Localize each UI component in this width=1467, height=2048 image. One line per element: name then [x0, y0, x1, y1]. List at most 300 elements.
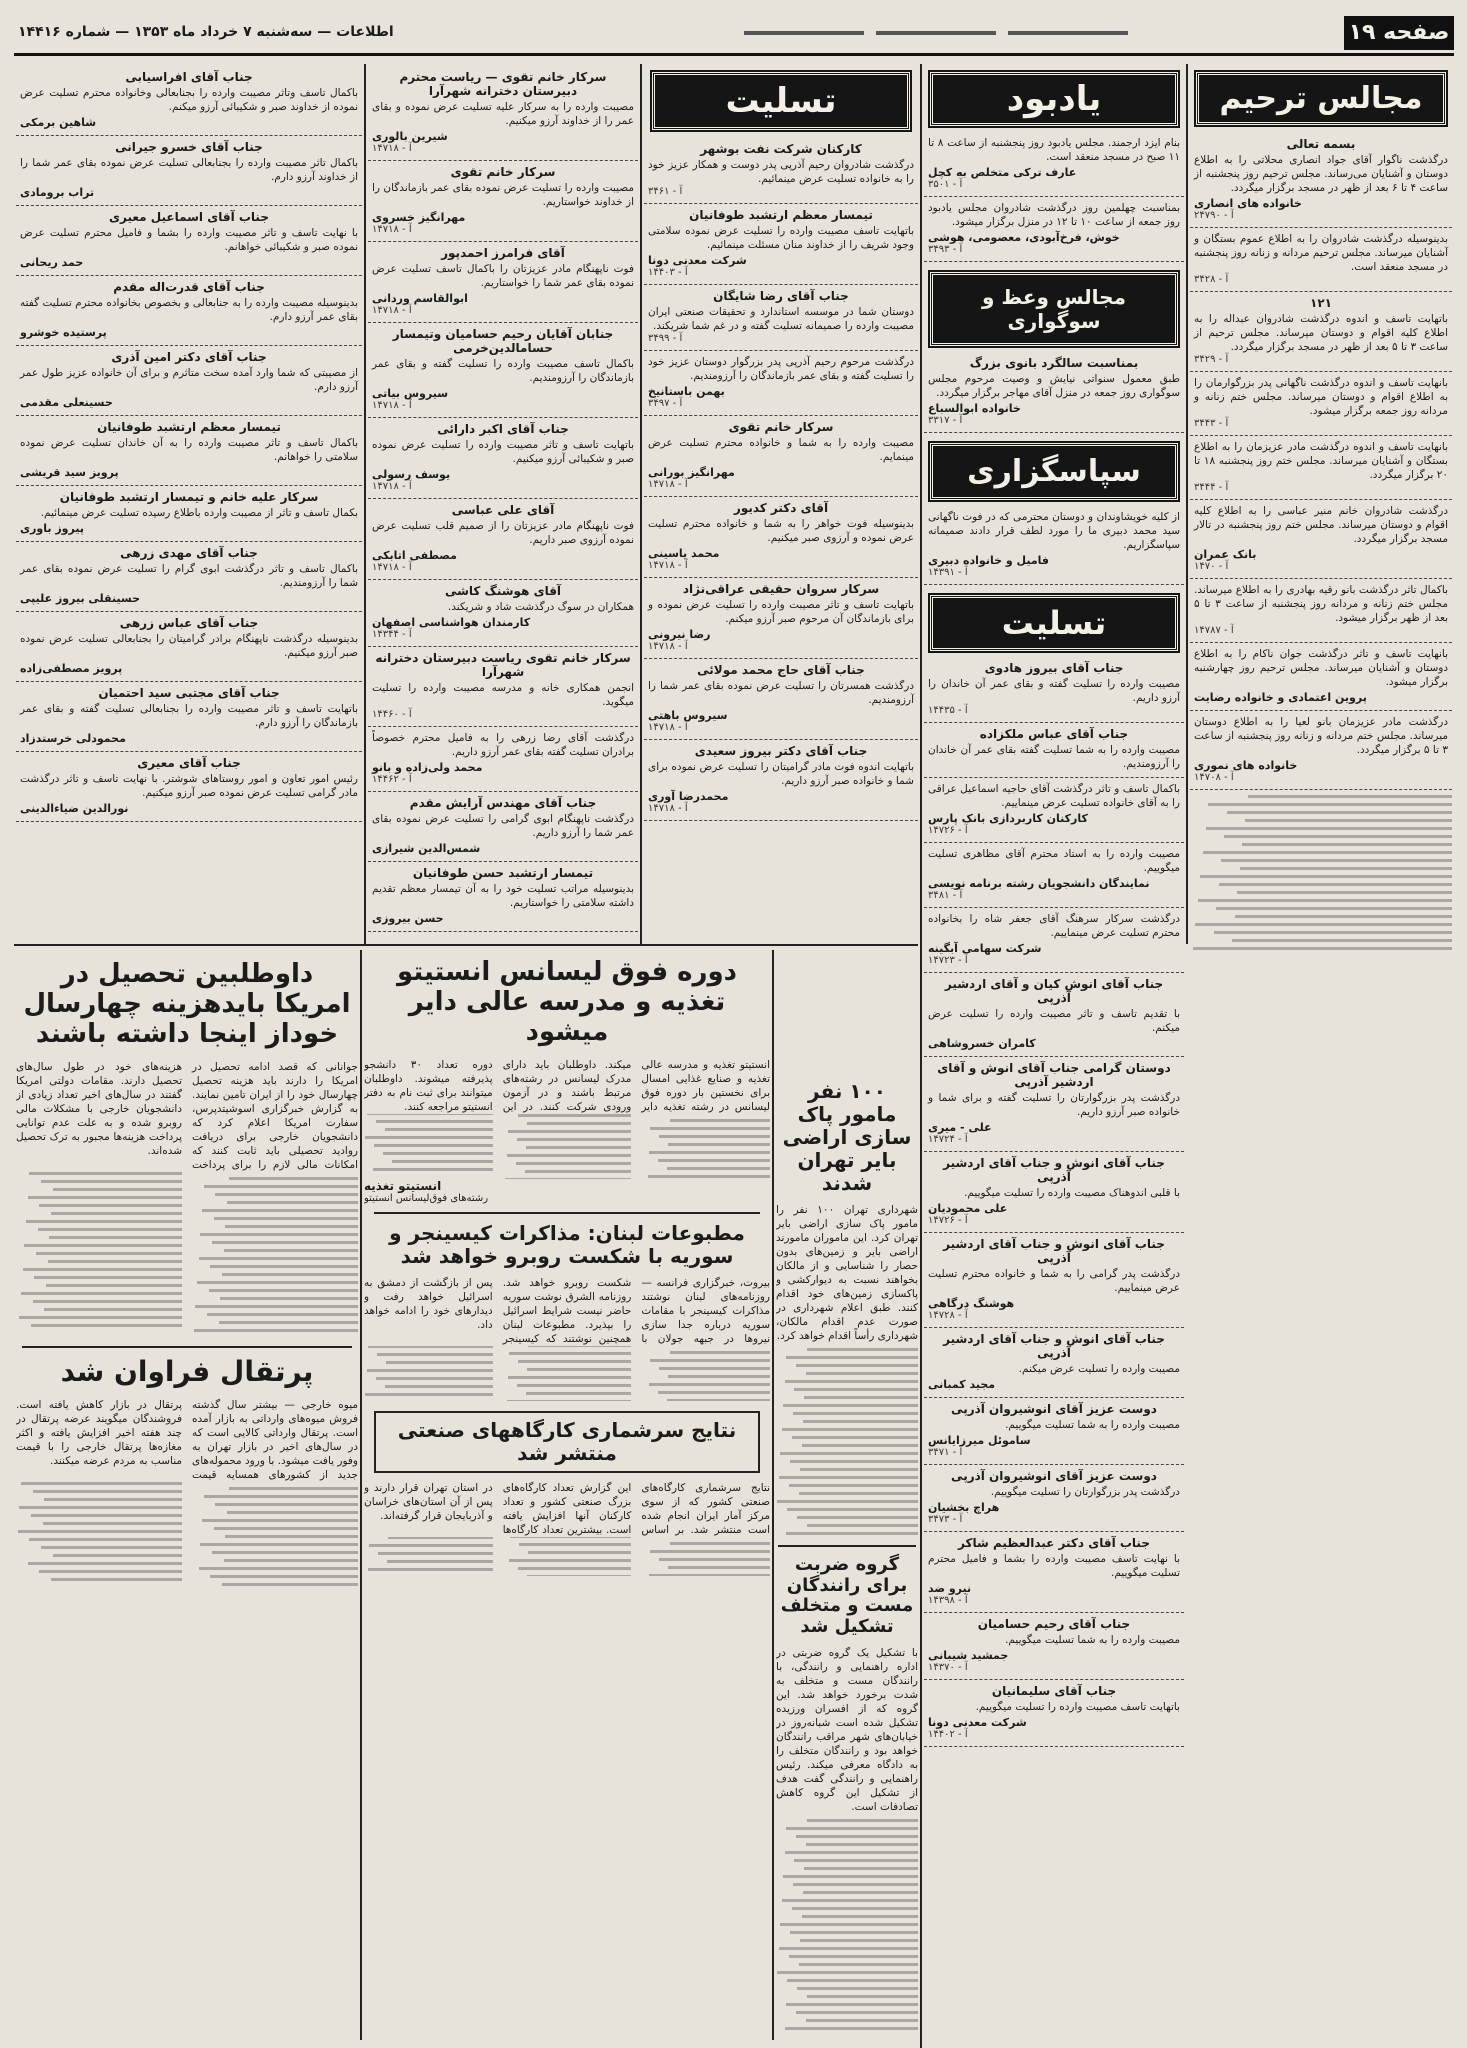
notice — [924, 1613, 1184, 1680]
notice — [924, 1680, 1184, 1747]
headline-article-6: گروه ضربت برای رانندگان مست و متخلف تشکیل شد — [778, 1545, 916, 1638]
notice-signature: محمدرضا آوری — [648, 790, 729, 803]
notice-code: آ - ۱۴۷۱۸ — [648, 560, 688, 571]
notice — [644, 416, 918, 497]
notice — [644, 740, 918, 821]
notice-body: با نهایت تاسف مصیبت وارده را بشما و فامیل محترم تسلیت میگوییم. — [928, 1553, 1180, 1579]
notice — [16, 752, 362, 822]
notice — [16, 346, 362, 416]
notice — [924, 197, 1184, 262]
notice-title: جناب آقای انوش و جناب آقای اردشیر آذرپی — [943, 1156, 1165, 1184]
notice-body: درگذشت ناگوار آقای جواد انصاری محلاتی را به اطلاع دوستان و آشنایان می‌رساند. مجلس ترحیم روز پنجشنبه از ساعت ۴ تا ۶ بعد از ظهر در مسجد برگزار میگردد. — [1194, 154, 1448, 194]
news-column-left — [16, 954, 358, 2034]
headline-article-5: ۱۰۰ نفر مامور پاک سازی اراضی بایر تهران شدند — [782, 1079, 912, 1195]
notice-body: با تقدیم تاسف و تاثر مصیبت وارده را تسلیت عرض میکنم. — [928, 1008, 1180, 1034]
notice — [924, 1328, 1184, 1398]
notice — [924, 778, 1184, 843]
notice-code: آ - ۱۴۷۱۸ — [372, 143, 412, 154]
notice-code: آ - ۱۴۷۲۴ — [928, 1134, 968, 1145]
section-tasliat-left: تسلیت — [652, 72, 910, 130]
tasliat-mid-notice-list — [924, 657, 1184, 1747]
notice-title: جناب آقای خسرو جیرانی — [115, 140, 263, 154]
notice — [644, 578, 918, 659]
notice-body: فوت ناپهنگام مادر عزیزتان را از صمیم قلب تسلیت عرض نموده آرزوی صبر داریم. — [372, 520, 634, 546]
notice-body: باکمال تاثر مصیبت وارده را بجنابعالی تسلیت عرض نموده بقای عمر شما را از خداوند آرزو دارم. — [20, 157, 358, 183]
notice-signature: بانک عمران — [1194, 548, 1257, 561]
notice-signature: شیرین بالوری — [372, 130, 448, 143]
notice-title: جناب آقای افراسیابی — [125, 70, 253, 84]
notice-title: جناب آقای دکتر امین آذری — [111, 350, 267, 364]
notice — [368, 580, 638, 647]
notice-code: آ - ۱۴۷۲۳ — [928, 955, 968, 966]
notice — [644, 351, 918, 416]
notice-code: آ - ۱۴۷۲۶ — [928, 825, 968, 836]
notice-body: فوت ناپهنگام مادر عزیزتان را باکمال تاسف تسلیت عرض نموده بقای عمر شما را خواستاریم. — [372, 263, 634, 289]
notice — [368, 242, 638, 323]
notice-title: جناب آقای سلیمانیان — [991, 1684, 1117, 1698]
notice-signature: تراب برومادی — [20, 186, 95, 199]
center-notices-column — [924, 66, 1184, 2026]
notice-signature: مصطفی اتابکی — [372, 549, 457, 562]
page-number: صفحه ۱۹ — [1344, 16, 1454, 50]
notice — [1190, 228, 1452, 292]
notice — [924, 506, 1184, 585]
notice-signature: حسن بیروزی — [372, 912, 444, 925]
notice-body: مصیبت وارده را به شما تسلیت گفته بقای عمر آن خاندان را آرزومندیم. — [928, 744, 1180, 770]
notice-signature: خانواده های انصاری — [1194, 197, 1302, 210]
notice-signature: هوشنگ درگاهی — [928, 1297, 1015, 1310]
tarhim-notice-list — [1190, 133, 1452, 790]
notice-signature: شمس‌الدین شیرازی — [372, 842, 481, 855]
notice-code: آ - ۱۴۳۷۰ — [928, 1662, 968, 1673]
notice — [368, 161, 638, 242]
notice-signature: پروین اعتمادی و خانواده رضایت — [1194, 691, 1367, 704]
notice-signature: نیرو ضد — [928, 1582, 972, 1595]
notice — [924, 132, 1184, 197]
vaz-notice-list — [924, 352, 1184, 433]
notice-title: سرکار خانم تقوی — [450, 165, 556, 179]
notice-body: همکاران در سوگ درگذشت شاد و شریکند. — [447, 601, 634, 613]
notice-body: از مصیبتی که شما وارد آمده سخت متاثرم و برای آن خانواده عزیز طول عمر آرزو دارم. — [20, 367, 358, 393]
notice — [368, 499, 638, 580]
notice-body: بانهایت تاسف و اندوه درگذشت مادر عزیزمان را به اطلاع بستگان و آشنایان میرساند. مجلس ختم روز پنجشنبه ۱۸ تا ۲۰ برگزار میگردد. — [1194, 441, 1448, 481]
notice-body: درگذشت پدر گرامی را به شما و خانواده محترم تسلیت عرض مینماییم. — [928, 1268, 1180, 1294]
section-yadbood: یادبود — [930, 72, 1178, 126]
notice-signature: سیروس بیاتی — [372, 387, 449, 400]
notice-title: سرکار سروان حقیقی عراقی‌نژاد — [682, 582, 880, 596]
notice-signature: کامران خسروشاهی — [928, 1037, 1036, 1050]
col5-notice-list — [16, 66, 362, 822]
body-article-3: انستیتو تغذیه و مدرسه عالی تغذیه و صنایع غذایی امسال برای نخستین بار دوره فوق لیسانس در رشته تغذیه دایر میکند. داوطلبان باید دارای مدرک لیسانس در رشته‌های مرتبط باشند و در آزمون ورودی شرکت کنند. در این دوره تعداد ۳۰ دانشجو پذیرفته میشوند. داوطلبان میتوانند برای ثبت نام به دفتر انستیتو مراجعه کنند. — [364, 1058, 770, 1113]
notice-body: مصیبت وارده را تسلیت گفته و بقای عمر آن خاندان را آرزو داریم. — [928, 678, 1180, 704]
notice — [16, 612, 362, 682]
notice-title: جناب آقای بیروز هادوی — [984, 661, 1124, 675]
notice-signature: خانواده های نموری — [1194, 759, 1298, 772]
notice-body: درگذشت ناپهنگام ابوی گرامی را تسلیت عرض نموده بقای عمر شما را آرزو داریم. — [372, 813, 634, 839]
masthead — [14, 14, 1454, 56]
notice-code: آ - ۱۴۷۱۸ — [648, 479, 688, 490]
notice-code: آ - ۱۴۳۹۸ — [928, 1595, 968, 1606]
notice-code: آ - ۱۴۷۱۸ — [372, 481, 412, 492]
notice — [16, 486, 362, 542]
notice-title: دوستان گرامی جناب آقای انوش و آقای اردشیر آذرپی — [937, 1061, 1171, 1089]
notice-title: جناب آقای عباس ملکزاده — [979, 727, 1129, 741]
notice — [1190, 500, 1452, 579]
notice-body: درگذشت شادروان رحیم آذرپی پدر دوست و همکار عزیز خود را به خانواده تسلیت عرض مینمائیم. — [648, 159, 914, 185]
notice-code: آ - ۱۴۷۱۸ — [372, 400, 412, 411]
notice-title: ۱۲۱ — [1310, 296, 1332, 310]
notice-body: بنام ایزد ارجمند. مجلس یادبود روز پنجشنبه از ساعت ۸ تا ۱۱ صبح در مسجد منعقد است. — [928, 137, 1180, 163]
notice-body: دوستان شما در موسسه استاندارد و تحقیقات صنعتی ایران مصیبت وارده را صمیمانه تسلیت گفته و در غم شما شریکند. — [648, 306, 914, 332]
notice-body: باکمال تاسف و تاثر درگذشت ابوی گرام را تسلیت عرض نموده بقای عمر شما را آرزومندیم. — [20, 563, 358, 589]
notice-body: بدینوسیله درگذشت ناپهنگام برادر گرامیتان را بجنابعالی تسلیت عرض نموده صبر آرزو میکنیم. — [20, 633, 358, 659]
notice-title: جناب آقای عباس زرهی — [119, 616, 259, 630]
notice-signature: مجید کمبانی — [928, 1378, 996, 1391]
notice-body: باکمال تاسف و تاثر مصیبت وارده را به آن خاندان تسلیت عرض نموده سلامتی را خواهانم. — [20, 437, 358, 463]
notice-code: آ - ۳۴۹۹ — [648, 333, 683, 344]
notice — [924, 1233, 1184, 1328]
notice-body: درگذشت مرحوم رحیم آذرپی پدر بزرگوار دوستان عزیز خود را تسلیت گفته و بقای عمر بازماندگان را آرزومندیم. — [648, 356, 914, 382]
notice-title: آقای هوشنگ کاشی — [444, 584, 562, 598]
notice — [16, 276, 362, 346]
notice-title: آقای دکتر کدیور — [733, 501, 829, 515]
notice-body: باتهایت اندوه فوت مادر گرامیتان را تسلیت عرض نموده برای شما و خانواده صبر آرزو داریم. — [648, 761, 914, 787]
notice-code: آ - ۱۴۷۱۸ — [648, 722, 688, 733]
notice — [924, 908, 1184, 973]
notice-code: آ - ۳۳۱۷ — [928, 415, 963, 426]
article-1-fill — [16, 1172, 358, 1335]
notice — [924, 1152, 1184, 1233]
notice-body: مصیبت وارده را به شما و خانواده محترم تسلیت عرض مینمایم. — [648, 437, 914, 463]
notice — [644, 204, 918, 285]
notice-body: از کلیه خویشاوندان و دوستان محترمی که در فوت ناگهانی سید محمد دبیری ما را مورد لطف قرار دادند صمیمانه سپاسگزاریم. — [928, 511, 1180, 551]
notice — [368, 647, 638, 727]
notice-title: جناب آقای حاج محمد مولائی — [697, 663, 865, 677]
notice-title: جناب آقای دکتر بیروز سعیدی — [694, 744, 868, 758]
notice-code: آ - ۱۴۷۱۸ — [372, 224, 412, 235]
notice-body: باتهایت تاسف مصیبت وارده را تسلیت عرض نموده سلامتی وجود شریف را از خداوند منان مسئلت مینمائیم. — [648, 225, 914, 251]
notice-signature: مهرانگیز خسروی — [372, 211, 466, 224]
notice-body: باتهایت تاسف و تاثر مصیبت وارده را بجنابعالی تسلیت گفته و بقای عمر بازماندگان را آرزو دارم. — [20, 703, 358, 729]
notice-signature: شرکت سهامی آبگینه — [928, 942, 1042, 955]
body-article-5: شهرداری تهران ۱۰۰ نفر را مامور پاک سازی اراضی بایر تهران کرد. این ماموران مامورند اراضی بایر و زمین‌های بدون حصار را شناسایی و از مالکان بخواهند نسبت به دیوارکشی و پاکسازی زمین‌های خود اقدام کنند. طبق اعلام شهرداری در صورت عدم اقدام مالکان، شهرداری رأساً اقدام خواهد کرد. — [776, 1204, 918, 1342]
notice-code: آ - ۱۴۷۱۸ — [648, 803, 688, 814]
tarhim-fill-text — [1190, 795, 1452, 950]
tasliat-left-notice-list — [644, 138, 918, 821]
notice-signature: هراچ بخشیان — [928, 1501, 1000, 1514]
notice-body: طبق معمول سنواتی نیایش و وصیت مرحوم مجلس سوگواری روز جمعه در منزل آقای مهاجر برگزار میگردد. — [928, 373, 1180, 399]
notice-title: دوست عزیز آقای انوشیروان آذرپی — [951, 1469, 1157, 1483]
article-7-fill — [364, 1537, 770, 1576]
notice-body: درگذشت شادروان خانم منیر عباسی را به اطلاع کلیه اقوام و دوستان میرساند. مجلس ختم روز پنجشنبه در تالار مسجد برگزار میگردد. — [1194, 505, 1448, 545]
notice — [368, 323, 638, 418]
notice-title: جناب آقای انوش و جناب آقای اردشیر آذرپی — [943, 1332, 1165, 1360]
notice — [368, 792, 638, 862]
notice-body: مصیبت وارده را به سرکار علیه تسلیت عرض نموده و بقای عمر را از خداوند آرزو میکنیم. — [372, 101, 634, 127]
notice-code: آ - ۱۴۷۱۸ — [648, 641, 688, 652]
notice-code: آ - ۳۴۹۷ — [648, 398, 683, 409]
notice-signature: شاهین برمکی — [20, 116, 97, 129]
notice-code: آ - ۳۴۷۱ — [928, 1447, 963, 1458]
notice-body: درگذشت مادر عزیزمان بانو لعیا را به اطلاع دوستان میرساند. مجلس ختم مردانه و زنانه روز پنجشنبه از ساعت ۳ تا ۵ برگزار میگردد. — [1194, 716, 1448, 756]
notice-signature: عارف ترکی متخلص به کچل — [928, 166, 1077, 179]
notice-body: باتهایت تاسف و تاثر مصیبت وارده را تسلیت عرض نموده صبر و شکیبائی آرزو میکنیم. — [372, 439, 634, 465]
notice-signature: نورالدین ضیاءالدینی — [20, 802, 129, 815]
notice-body: درگذشت پدر بزرگوارتان را تسلیت میگوییم. — [990, 1486, 1180, 1498]
news-column-middle — [364, 954, 770, 2034]
article-6-fill — [776, 1819, 918, 2034]
notice-code: آ - ۱۴۳۴۴ — [372, 629, 412, 640]
notice-code: آ - ۱۴۷۱۸ — [372, 305, 412, 316]
notice — [924, 352, 1184, 433]
section-majales-vaz: مجالس وعظ و سوگواری — [930, 272, 1178, 346]
notice-code: آ - ۱۴۷۲۸ — [928, 1310, 968, 1321]
notice-title: جناب آقای اسماعیل معیری — [109, 210, 269, 224]
notice-signature: حسینعلی مقدمی — [20, 396, 113, 409]
notice — [924, 1057, 1184, 1152]
notice-body: درگذشت پدر بزرگوارتان را تسلیت گفته و برای شما و خانواده صبر آرزو داریم. — [928, 1092, 1180, 1118]
notice — [644, 285, 918, 351]
notice-signature: پرویز سید قریشی — [20, 466, 119, 479]
notice-title: جناب آقای اکبر دارائی — [437, 422, 569, 436]
notice — [1190, 372, 1452, 436]
notice-title: سرکار خانم تقوی ریاست دبیرستان دخترانه شهرآرا — [375, 651, 631, 679]
notice-signature: شرکت معدنی دونا — [928, 1716, 1027, 1729]
notice-body: با قلبی اندوهناک مصیبت وارده را تسلیت میگوییم. — [964, 1187, 1180, 1199]
tarhim-column — [1190, 66, 1452, 2026]
notice-code: آ - ۱۴۷۰۸ — [1194, 772, 1234, 783]
headline-article-3: دوره فوق لیسانس انستیتو تغذیه و مدرسه عالی دایر میشود — [397, 957, 737, 1047]
notice-title: سرکار خانم تقوی — [728, 420, 834, 434]
notice-signature: کارکنان کاربردازی بانک پارس — [928, 812, 1088, 825]
notice-title: جناب آقای رضا شایگان — [713, 289, 849, 303]
notice-signature: پیروز باوری — [20, 522, 84, 535]
notice-signature: علی محمودیان — [928, 1202, 1008, 1215]
notice — [924, 973, 1184, 1057]
notice — [1190, 292, 1452, 372]
body-article-1: جوانانی که قصد ادامه تحصیل در امریکا را دارند باید هزینه تحصیل چهارسال خود را از ایران تامین نمایند. به گزارش خبرگزاری اسوشیتدپرس، سفارت امریکا اعلام کرد که دانشجویان خارجی برای دریافت روادید تحصیلی باید ثابت کنند که امکانات مالی لازم را برای پرداخت هزینه‌های خود در طول سال‌های تحصیل دارند. مقامات دولتی امریکا گفتند در سال‌های اخیر تعداد زیادی از دانشجویان خارجی با مشکلات مالی روبرو شده و به علت عدم توانایی پرداخت هزینه‌ها مجبور به ترک تحصیل شده‌اند. — [16, 1060, 358, 1171]
notice-body: بدینوسیله مراتب تسلیت خود را به آن تیمسار معظم تقدیم داشته سلامتی را خواستاریم. — [372, 883, 634, 909]
notice-title: آقای فرامرز احمدپور — [441, 246, 565, 260]
headline-article-2: پرتقال فراوان شد — [22, 1346, 352, 1388]
notice-signature: پرستیده خوشرو — [20, 326, 107, 339]
notice-body: بدینوسیله فوت خواهر را به شما و خانواده محترم تسلیت عرض نموده و آرزوی صبر میکنیم. — [648, 518, 914, 544]
notice-code: آ - ۱۴۴۶۰ — [372, 709, 412, 720]
article-2-fill — [16, 1482, 358, 1589]
notice-code: آ - ۳۴۴۴ — [1194, 482, 1229, 493]
article-4-fill — [364, 1346, 770, 1401]
notice — [924, 843, 1184, 908]
notice-body: بانهایت تاسف و تاثر درگذشت جوان ناکام را به اطلاع دوستان و آشنایان میرساند. مجلس ترحیم روز چهارشنبه برگزار میشود. — [1194, 648, 1448, 688]
notice-title: جنابان آقایان رحیم حسامیان وتیمسار حسامالدین‌خرمی — [392, 327, 614, 355]
notice — [924, 1398, 1184, 1465]
notice-code: آ - ۳۴۲۸ — [1194, 274, 1229, 285]
notice-body: باتهایت تاسف و اندوه درگذشت شادروان عبداله را به اطلاع کلیه اقوام و دوستان میرساند. مجلس ترحیم از ساعت ۳ تا ۵ بعد از ظهر در مسجد برگزار میگردد. — [1194, 313, 1448, 353]
notice-signature: بهمن باستانیخ — [648, 385, 725, 398]
notice-body: بانهایت تاسف و اندوه درگذشت ناگهانی پدر بزرگوارمان را به اطلاع اقوام و دوستان میرساند. مجلس ختم زنانه و مردانه روز جمعه برگزار میشود. — [1194, 377, 1448, 417]
notice-signature: محمد یاسینی — [648, 547, 720, 560]
notice-body: با نهایت تاسف و تاثر مصیبت وارده را بشما و فامیل محترم تسلیت عرض نموده صبر و شکیبائی خواهانم. — [20, 227, 358, 253]
body-article-2: میوه خارجی — بیشتر سال گذشته فروش میوه‌های وارداتی به بازار آمده است. پرتقال وارداتی کالایی است که در سال‌های اخیر در بازار تهران به وفور یافت میشود. با ورود محموله‌های جدید از کشورهای همسایه قیمت پرتقال در بازار کاهش یافته است. فروشندگان میگویند عرضه پرتقال در چند هفته اخیر افزایش یافته و اکثر مغازه‌ها پرتقال خارجی را با قیمت مناسب به مردم عرضه میکنند. — [16, 1399, 358, 1482]
notice — [644, 138, 918, 204]
notice-signature: یوسف رسولی — [372, 468, 451, 481]
notice — [924, 1532, 1184, 1613]
notice-title: تیمسار معظم ارتشبد طوفانیان — [97, 420, 281, 434]
notice-title: جناب آقای مجتبی سید احتمیان — [98, 686, 280, 700]
notice-code: آ - ۱۴۴۳۵ — [928, 705, 968, 716]
notice — [16, 206, 362, 276]
masthead-ornament — [434, 18, 1134, 48]
notice-body: مصیبت وارده را تسلیت عرض نموده بقای عمر بازماندگان را از خداوند خواستاریم. — [372, 182, 634, 208]
tasliat-column — [644, 66, 918, 942]
notice-title: جناب آقای مهندس آرایش مقدم — [409, 796, 597, 810]
notice — [924, 1465, 1184, 1532]
notice — [16, 66, 362, 136]
notice-code: آ - ۳۴۹۳ — [928, 244, 963, 255]
notice — [16, 682, 362, 752]
notice-title: جناب آقای انوش کیان و آقای اردشیر آذرپی — [944, 977, 1164, 1005]
notice-title: تیمسار معظم ارتشبد طوفانیان — [689, 208, 873, 222]
notice-body: درگذشت سرکار سرهنگ آقای جعفر شاه را بخانواده محترم تسلیت عرض مینماییم. — [928, 913, 1180, 939]
col4-notice-list — [368, 66, 638, 932]
notice-body: باتهایت تاسف مصیبت وارده را تسلیت میگوییم. — [975, 1701, 1180, 1713]
notice-body: مصیبت وارده را به استاد محترم آقای مظاهری تسلیت میگوییم. — [928, 848, 1180, 874]
notice-body: درگذشت همسرتان را تسلیت عرض نموده بقای عمر شما را آرزومندیم. — [648, 680, 914, 706]
notice-body: باکمال تاثر درگذشت بانو رقیه بهادری را به اطلاع میرساند. مجلس ختم زنانه و مردانه روز پنجشنبه از ساعت ۳ تا ۵ بعد از ظهر برگزار میشود. — [1194, 584, 1448, 624]
notice-signature: سیروس باهتی — [648, 709, 728, 722]
sepas-notice-list — [924, 506, 1184, 585]
notice-body: بدینوسیله درگذشت شادروان را به اطلاع عموم بستگان و آشنایان میرساند. مجلس ترحیم مردانه و زنانه روز پنجشنبه در مسجد منعقد است. — [1194, 233, 1448, 273]
notice-signature: ابوالقاسم وردانی — [372, 292, 468, 305]
notice — [1190, 436, 1452, 500]
notice-signature: نمایندگان دانشجویان رشته برنامه نویسی — [928, 877, 1150, 890]
article-5-fill — [776, 1348, 918, 1535]
notice-title: دوست عزیز آقای انوشیروان آذرپی — [951, 1402, 1157, 1416]
notice-title: جناب آقای قدرت‌اله مقدم — [113, 280, 265, 294]
notice — [1190, 643, 1452, 711]
notice-signature: مهرانگیز بورانی — [648, 466, 735, 479]
section-tasliat-mid: تسلیت — [930, 595, 1178, 651]
notice-body: باتهایت تاسف و تاثر مصیبت وارده را تسلیت عرض نموده و برای بازماندگان آن مرحوم صبر آرزو میکنم. — [648, 599, 914, 625]
notice — [368, 862, 638, 932]
notice-body: بدینوسیله مصیبت وارده را به جنابعالی و بخصوص بخانواده محترم تسلیت گفته بقای عمر آرزو دارم. — [20, 297, 358, 323]
notice-title: تیمسار ارتشبد حسن طوفانیان — [412, 866, 594, 880]
notice-title: جناب آقای معیری — [137, 756, 241, 770]
article-3-fill — [364, 1114, 770, 1180]
notice — [1190, 133, 1452, 228]
notice — [368, 66, 638, 161]
headline-article-4: مطبوعات لبنان: مذاکرات کیسینجر و سوریه با شکست روبرو خواهد شد — [374, 1212, 760, 1268]
notice — [644, 659, 918, 740]
notice-title: سرکار علیه خانم و تیمسار ارتشبد طوفانیان — [59, 490, 319, 504]
notice — [1190, 579, 1452, 643]
section-majales-tarhim: مجالس ترحیم — [1196, 72, 1446, 125]
notice-body: مصیبت وارده را به شما تسلیت میگوییم. — [1005, 1419, 1180, 1431]
headline-article-1: داوطلبین تحصیل در امریکا بایدهزینه چهارسال خوداز اینجا داشته باشند — [23, 959, 351, 1049]
notice-code: آ - ۱۴۷۲۶ — [928, 1215, 968, 1226]
notice-signature: جمشید شیبانی — [928, 1649, 1009, 1662]
notice — [644, 497, 918, 578]
notice-signature: ساموئل میرزایانس — [928, 1434, 1031, 1447]
notice-signature: حسینقلی بیروز علیپی — [20, 592, 141, 605]
notice-code: آ - ۳۴۸۱ — [928, 890, 963, 901]
notice-body: درگذشت آقای رضا زرهی را به فامیل محترم خصوصاً برادران تسلیت گفته بقای عمر آرزو داریم. — [372, 732, 634, 758]
notice-title: جناب آقای دکتر عبدالعظیم شاکر — [958, 1536, 1150, 1550]
notice-title: آقای علی عباسی — [451, 503, 555, 517]
notice — [16, 416, 362, 486]
headline-article-7: نتایج سرشماری کارگاههای صنعتی منتشر شد — [374, 1411, 760, 1473]
newspaper-page — [14, 14, 1454, 2040]
notice-code: آ - ۳۴۴۳ — [1194, 418, 1229, 429]
notice-body: باکمال تاسف وتاثر مصیبت وارده را بجنابعالی وخانواده محترم تسلیت عرض نموده از خداوند صبر و شکیبائی آرزو میکنم. — [20, 87, 358, 113]
notice-code: آ - ۲۴۷۹۰ — [1194, 210, 1234, 221]
notice-title: بمناسبت سالگرد بانوی بزرگ — [969, 356, 1139, 370]
notice-signature: محمد ولی‌زاده و بانو — [372, 761, 483, 774]
notice-signature: کارمندان هواشناسی اصفهان — [372, 616, 531, 629]
notice-signature: پرویز مصطفی‌زاده — [20, 662, 123, 675]
dateline: اطلاعات — سه‌شنبه ۷ خرداد ماه ۱۳۵۳ — شماره ۱۴۴۱۶ — [18, 24, 394, 40]
notice — [16, 136, 362, 206]
notice-body: باکمال تاسف و تاثر درگذشت آقای حاجیه اسماعیل عراقی را به آقای خانواده تسلیت عرض مینماییم. — [928, 783, 1180, 809]
notice-body: بمناسبت چهلمین روز درگذشت شادروان مجلس یادبود روز جمعه از ساعت ۱۰ تا ۱۲ در منزل برگزار میشود. — [928, 202, 1180, 228]
condolence-column-4 — [368, 66, 638, 942]
article-3-signature-2: رشته‌های فوق‌لیسانس انستیتو — [364, 1193, 489, 1205]
notice-signature: حمد ریحانی — [20, 256, 84, 269]
news-column-right — [776, 1074, 918, 2034]
notice-code: آ - ۳۴۶۱ — [648, 186, 683, 197]
notice-body: مصیبت وارده را تسلیت عرض میکنم. — [1018, 1363, 1180, 1375]
notice-signature: محمودلی خرستدزاد — [20, 732, 126, 745]
notice-code: آ - ۱۴۷۱۸ — [372, 562, 412, 573]
notice-body: انجمن همکاری خانه و مدرسه مصیبت وارده را تسلیت میگوید. — [372, 682, 634, 708]
article-3-signature: انستیتو تغذیه — [364, 1179, 442, 1194]
notice-title: سرکار خانم تقوی — ریاست محترم دبیرستان دخترانه شهرآرا — [399, 70, 607, 98]
notice — [924, 657, 1184, 723]
notice — [368, 727, 638, 792]
notice-body: بکمال تاسف و تاثر از مصیبت وارده باطلاع رسیده تسلیت عرض مینمائیم. — [40, 507, 358, 519]
notice-code: آ - ۳۵۰۱ — [928, 179, 963, 190]
body-article-7: نتایج سرشماری کارگاه‌های صنعتی کشور که از سوی مرکز آمار ایران انجام شده است منتشر شد. بر اساس این گزارش تعداد کارگاه‌های بزرگ صنعتی کشور و تعداد کارکنان آنها افزایش یافته است. بیشترین تعداد کارگاه‌ها در استان تهران قرار دارند و پس از آن استان‌های خراسان و آذربایجان قرار گرفته‌اند. — [364, 1482, 770, 1537]
notice-code: آ - ۱۴۷۸۷ — [1194, 625, 1234, 636]
notice — [1190, 711, 1452, 790]
notice-code: آ - ۱۴۴۶۲ — [372, 774, 412, 785]
notice-signature: خوش، فرخ‌آبودی، معصومی، هوشی — [928, 231, 1120, 244]
notice-body: مصیبت وارده را به شما تسلیت میگوییم. — [1005, 1634, 1180, 1646]
condolence-column-5 — [16, 66, 362, 942]
notice — [16, 542, 362, 612]
notice-code: آ - ۱۴۷۰ — [1194, 561, 1229, 572]
notice-signature: فامیل و خانواده دبیری — [928, 554, 1049, 567]
notice-title: جناب آقای مهدی زرهی — [120, 546, 258, 560]
notice-title: کارکنان شرکت نفت بوشهر — [700, 142, 862, 156]
notice-code: آ - ۱۴۴۰۳ — [648, 267, 688, 278]
notice-body: باکمال تاسف مصیبت وارده را تسلیت گفته و بقای عمر بازماندگان را آرزومندیم. — [372, 358, 634, 384]
notice — [368, 418, 638, 499]
notice-signature: علی - میری — [928, 1121, 992, 1134]
notice-code: آ - ۳۴۷۳ — [928, 1514, 963, 1525]
notice-code: آ - ۱۴۳۹۱ — [928, 567, 968, 578]
notice-code: آ - ۱۴۴۰۲ — [928, 1729, 968, 1740]
notice-title: بسمه تعالی — [1286, 137, 1356, 151]
section-sepasgozari: سپاسگزاری — [930, 443, 1178, 500]
yadbood-notice-list — [924, 132, 1184, 262]
notice-title: جناب آقای انوش و جناب آقای اردشیر آذرپی — [943, 1237, 1165, 1265]
body-article-6: با تشکیل یک گروه ضربتی در اداره راهنمایی و رانندگی، با رانندگان مست و متخلف به شدت برخورد خواهد شد. این گروه که از افسران ورزیده تشکیل شده است شبانه‌روز در خیابان‌های شهر مراقب رانندگان خواهد بود و رانندگان متخلف را به دادگاه معرفی میکند. رئیس راهنمایی و رانندگی گفت هدف از تشکیل این گروه کاهش تصادفات است. — [776, 1646, 918, 1813]
notice-code: آ - ۳۴۲۹ — [1194, 354, 1229, 365]
notice-body: رئیس امور تعاون و امور روستاهای شوشتر. با نهایت تاسف و تاثر درگذشت مادر گرامی تسلیت عرض نموده صبر آرزو میکنیم. — [20, 773, 358, 799]
notice-signature: خانواده ابوالسباع — [928, 402, 1021, 415]
notice-signature: رضا نیرونی — [648, 628, 711, 641]
